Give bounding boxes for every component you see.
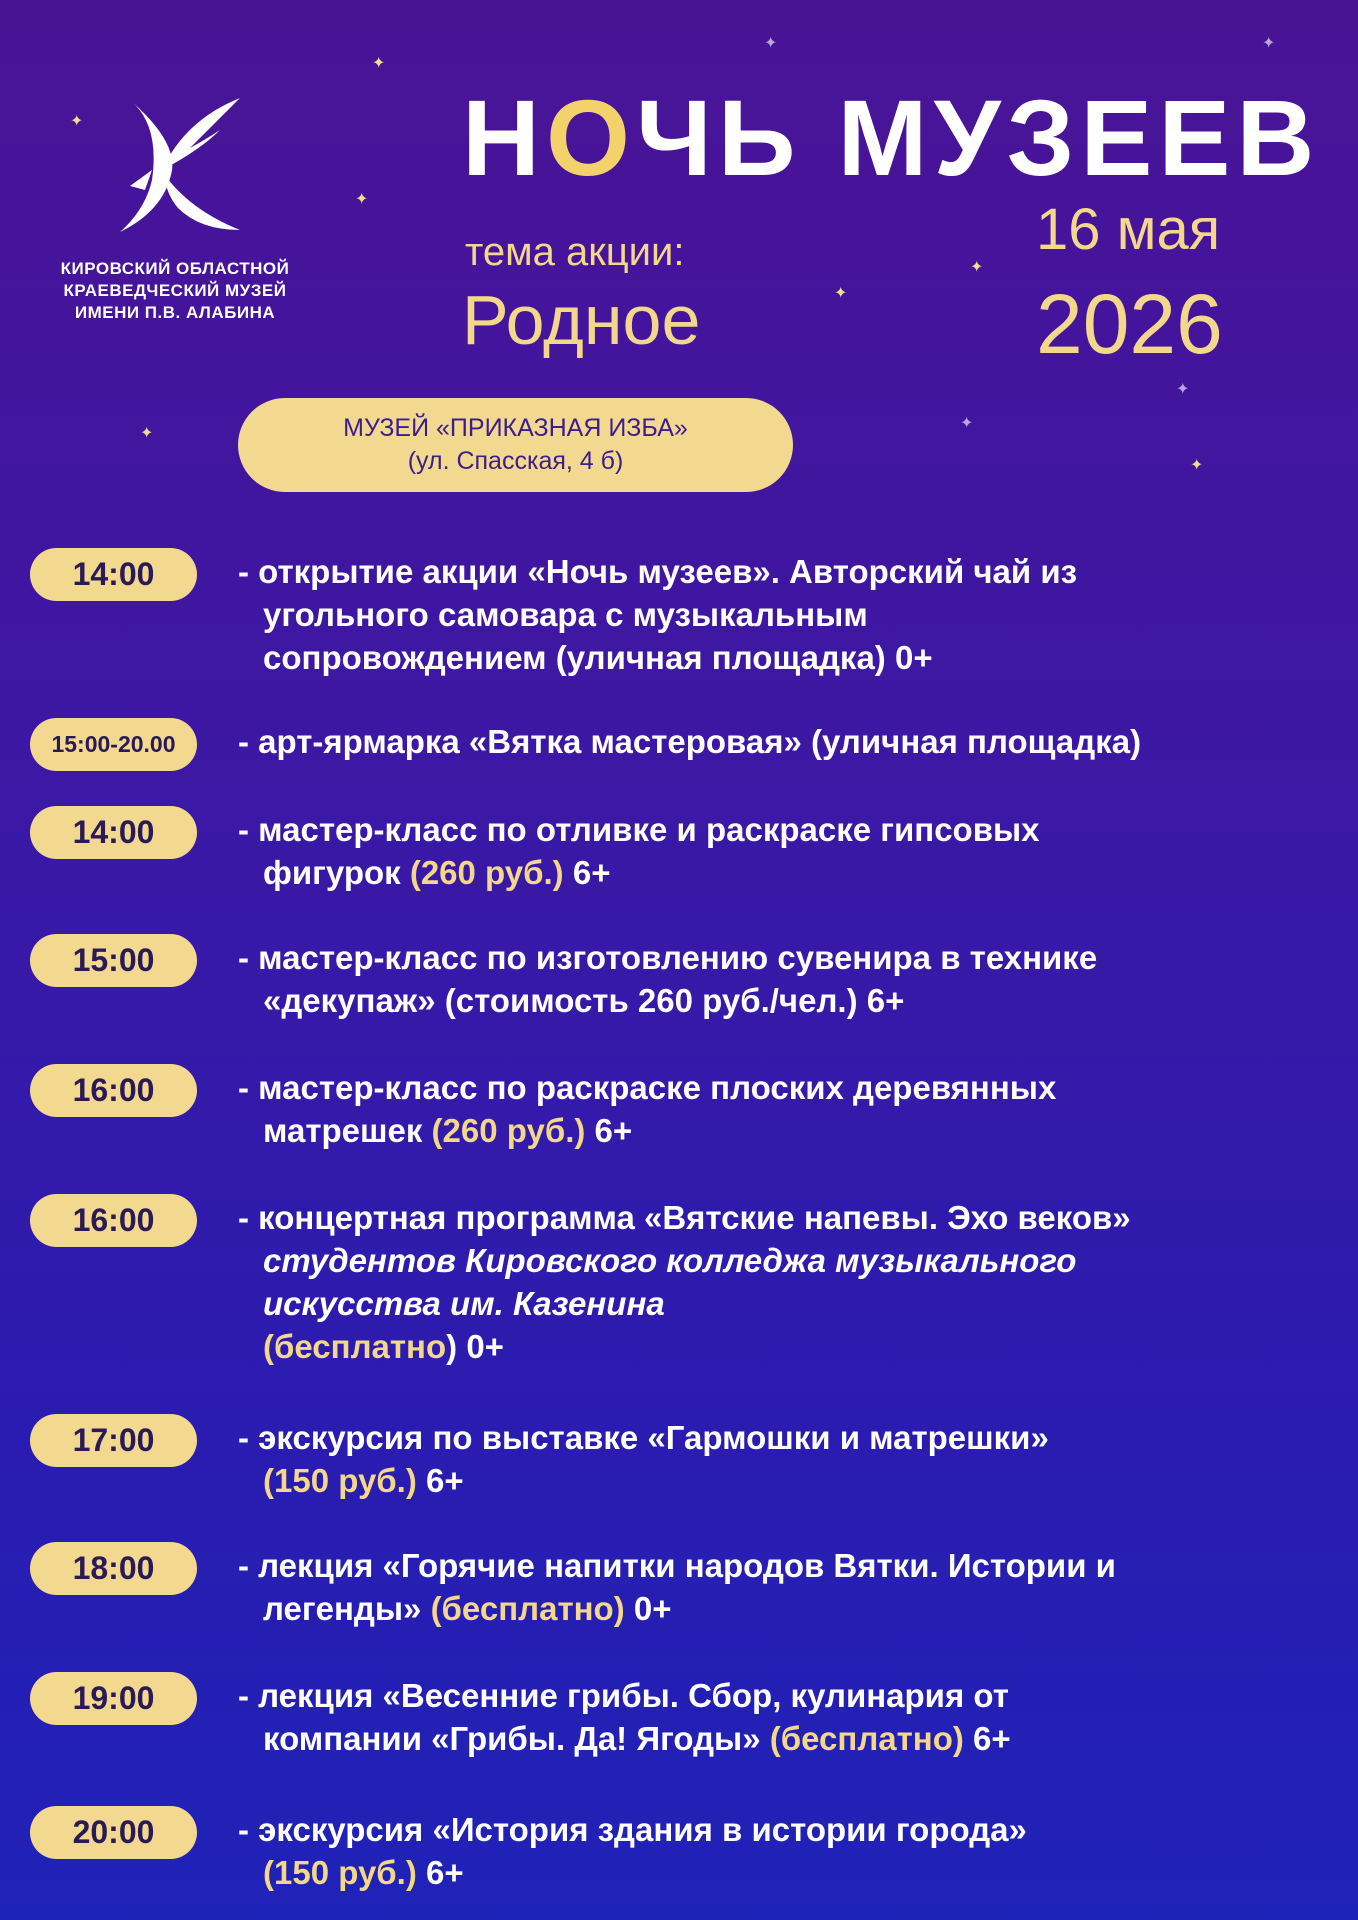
star-icon: ✦: [372, 55, 386, 72]
event-description: [238, 936, 1328, 1022]
description-text: - открытие акции «Ночь музеев». Авторский чай из: [238, 553, 1078, 590]
star-icon: ✦: [1262, 35, 1276, 52]
description-line: [238, 1282, 1328, 1325]
description-line: [238, 1109, 1328, 1152]
description-line: [238, 979, 1328, 1022]
price-tag: (260 руб.): [431, 1112, 586, 1149]
time-badge: 14:00: [30, 548, 197, 601]
description-line: [238, 1851, 1328, 1894]
description-text: студентов Кировского колледжа музыкального: [263, 1242, 1077, 1279]
event-date-day: 16 мая: [1036, 197, 1221, 262]
star-icon: ✦: [960, 415, 974, 432]
description-line: [238, 720, 1328, 763]
description-text: 6+: [963, 1720, 1011, 1757]
description-line: [238, 851, 1328, 894]
star-icon: ✦: [834, 285, 848, 302]
star-icon: ✦: [1190, 457, 1204, 474]
event-description: [238, 1544, 1328, 1630]
museum-name-line: КИРОВСКИЙ ОБЛАСТНОЙ: [60, 259, 290, 278]
description-line: [238, 1416, 1328, 1459]
description-line: [238, 808, 1328, 851]
description-text: 6+: [585, 1112, 633, 1149]
description-text: - экскурсия «История здания в истории города»: [238, 1811, 1027, 1848]
description-text: ) 0+: [446, 1328, 504, 1365]
event-description: [238, 1674, 1328, 1760]
star-icon: ✦: [764, 35, 778, 52]
description-line: [238, 1808, 1328, 1851]
description-text: - концертная программа «Вятские напевы. Эхо веков»: [238, 1199, 1131, 1236]
moon-letter-icon: О: [546, 77, 637, 198]
description-line: [238, 1066, 1328, 1109]
price-tag: (бесплатно): [769, 1720, 964, 1757]
description-text: - экскурсия по выставке «Гармошки и матрешки»: [238, 1419, 1049, 1456]
star-icon: ✦: [355, 191, 369, 208]
star-icon: ✦: [140, 425, 154, 442]
time-badge: 16:00: [30, 1064, 197, 1117]
theme-label: тема акции:: [465, 230, 685, 274]
title-part: ЧЬ МУЗЕЕВ: [636, 77, 1321, 198]
description-line: [238, 636, 1328, 679]
description-line: [238, 550, 1328, 593]
description-line: [238, 1587, 1328, 1630]
description-text: - мастер-класс по изготовлению сувенира в технике: [238, 939, 1098, 976]
time-badge: 16:00: [30, 1194, 197, 1247]
description-text: фигурок: [263, 854, 410, 891]
price-tag: (260 руб.): [409, 854, 564, 891]
description-text: компании «Грибы. Да! Ягоды»: [263, 1720, 770, 1757]
description-line: [238, 1544, 1328, 1587]
time-badge: 20:00: [30, 1806, 197, 1859]
description-line: [238, 1717, 1328, 1760]
description-line: [238, 1239, 1328, 1282]
description-text: - мастер-класс по раскраске плоских деревянных: [238, 1069, 1057, 1106]
event-date-year: 2026: [1036, 277, 1223, 371]
description-line: [238, 1196, 1328, 1239]
event-description: [238, 720, 1328, 763]
time-badge: 15:00-20.00: [30, 718, 197, 771]
page-title: [462, 77, 1321, 198]
description-line: [238, 1674, 1328, 1717]
time-badge: 18:00: [30, 1542, 197, 1595]
price-tag: (бесплатно): [430, 1590, 625, 1627]
description-text: «декупаж» (стоимость 260 руб./чел.) 6+: [263, 982, 905, 1019]
description-line: [238, 936, 1328, 979]
time-badge: 17:00: [30, 1414, 197, 1467]
description-text: 6+: [563, 854, 611, 891]
description-text: искусства им. Казенина: [263, 1285, 665, 1322]
description-text: 0+: [624, 1590, 672, 1627]
price-tag: (бесплатно: [263, 1328, 447, 1365]
star-icon: ✦: [970, 259, 984, 276]
description-line: [238, 593, 1328, 636]
time-badge: 19:00: [30, 1672, 197, 1725]
description-text: 6+: [416, 1462, 464, 1499]
museum-name-line: ИМЕНИ П.В. АЛАБИНА: [74, 303, 276, 322]
theme-value: Родное: [462, 281, 701, 359]
description-text: 6+: [416, 1854, 464, 1891]
description-text: - лекция «Весенние грибы. Сбор, кулинария от: [238, 1677, 1009, 1714]
event-description: [238, 1066, 1328, 1152]
time-badge: 15:00: [30, 934, 197, 987]
description-text: матрешек: [263, 1112, 432, 1149]
description-text: - арт-ярмарка «Вятка мастеровая» (уличная площадка): [238, 723, 1142, 760]
venue-address: (ул. Спасская, 4 б): [407, 447, 624, 475]
description-line: [238, 1325, 1328, 1368]
venue-name: МУЗЕЙ «ПРИКАЗНАЯ ИЗБА»: [343, 414, 688, 442]
description-text: - лекция «Горячие напитки народов Вятки. Истории и: [238, 1547, 1116, 1584]
event-description: [238, 1196, 1328, 1368]
event-description: [238, 808, 1328, 894]
quill-k-icon: [90, 90, 260, 240]
description-text: легенды»: [263, 1590, 431, 1627]
venue-badge: [238, 398, 793, 492]
description-text: - мастер-класс по отливке и раскраске гипсовых: [238, 811, 1040, 848]
title-part: Н: [462, 77, 546, 198]
description-text: сопровождением (уличная площадка) 0+: [263, 639, 933, 676]
star-icon: ✦: [70, 113, 84, 130]
description-text: угольного самовара с музыкальным: [263, 596, 868, 633]
museum-logo: [30, 90, 320, 324]
description-line: [238, 1459, 1328, 1502]
museum-name-line: КРАЕВЕДЧЕСКИЙ МУЗЕЙ: [63, 281, 287, 300]
event-description: [238, 1416, 1328, 1502]
price-tag: (150 руб.): [263, 1462, 417, 1499]
event-description: [238, 1808, 1328, 1894]
time-badge: 14:00: [30, 806, 197, 859]
star-icon: ✦: [1176, 381, 1190, 398]
price-tag: (150 руб.): [263, 1854, 417, 1891]
event-description: [238, 550, 1328, 679]
